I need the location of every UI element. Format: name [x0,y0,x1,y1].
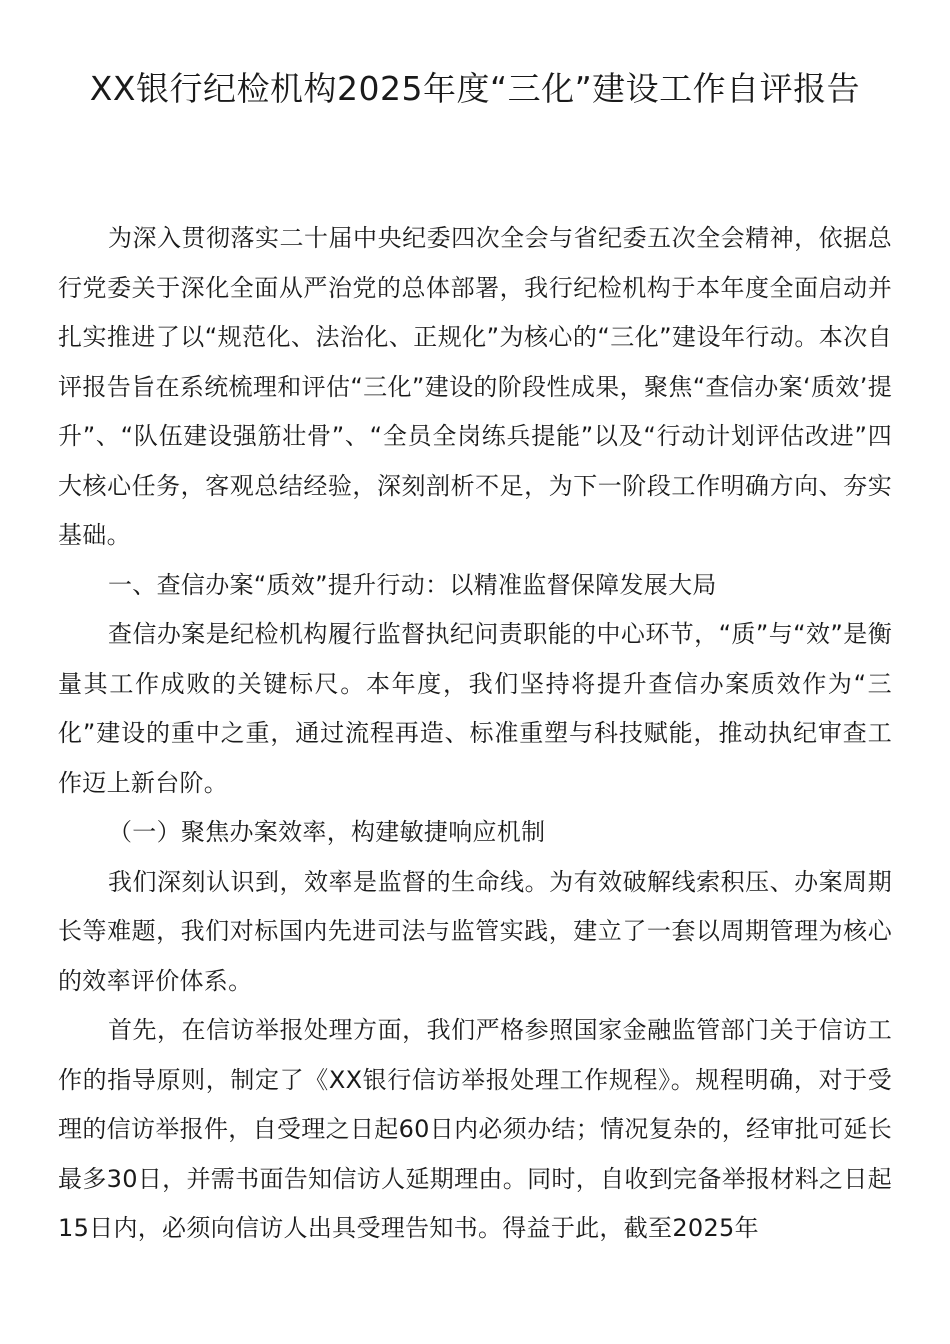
subsection-heading-1-1: （一）聚焦办案效率，构建敏捷响应机制 [108,818,546,846]
subsection-1-1-paragraph-2: 首先，在信访举报处理方面，我们严格参照国家金融监管部门关于信访工作的指导原则，制定了《XX银行信访举报处理工作规程》。规程明确，对于受理的信访举报件，自受理之日起60日内必须办结；情况复杂的，经审批可延长最多30日，并需书面告知信访人延期理由。同时，自收到完备举报材料之日起15日内，必须向信访人出具受理告知书。得益于此，截至2025年 [58,1016,892,1242]
intro-paragraph: 为深入贯彻落实二十届中央纪委四次全会与省纪委五次全会精神，依据总行党委关于深化全面从严治党的总体部署，我行纪检机构于本年度全面启动并扎实推进了以“规范化、法治化、正规化”为核心的“三化”建设年行动。本次自评报告旨在系统梳理和评估“三化”建设的阶段性成果，聚焦“查信办案‘质效’提升”、“队伍建设强筋壮骨”、“全员全岗练兵提能”以及“行动计划评估改进”四大核心任务，客观总结经验，深刻剖析不足，为下一阶段工作明确方向、夯实基础。 [58,224,892,549]
section-1-paragraph: 查信办案是纪检机构履行监督执纪问责职能的中心环节，“质”与“效”是衡量其工作成败的关键标尺。本年度，我们坚持将提升查信办案质效作为“三化”建设的重中之重，通过流程再造、标准重塑与科技赋能，推动执纪审查工作迈上新台阶。 [58,620,892,797]
section-heading-1: 一、查信办案“质效”提升行动：以精准监督保障发展大局 [108,570,717,599]
document-title: XX银行纪检机构2025年度“三化”建设工作自评报告 [89,69,861,108]
document-body [58,214,892,1254]
subsection-1-1-paragraph-1: 我们深刻认识到，效率是监督的生命线。为有效破解线索积压、办案周期长等难题，我们对标国内先进司法与监管实践，建立了一套以周期管理为核心的效率评价体系。 [58,867,892,995]
